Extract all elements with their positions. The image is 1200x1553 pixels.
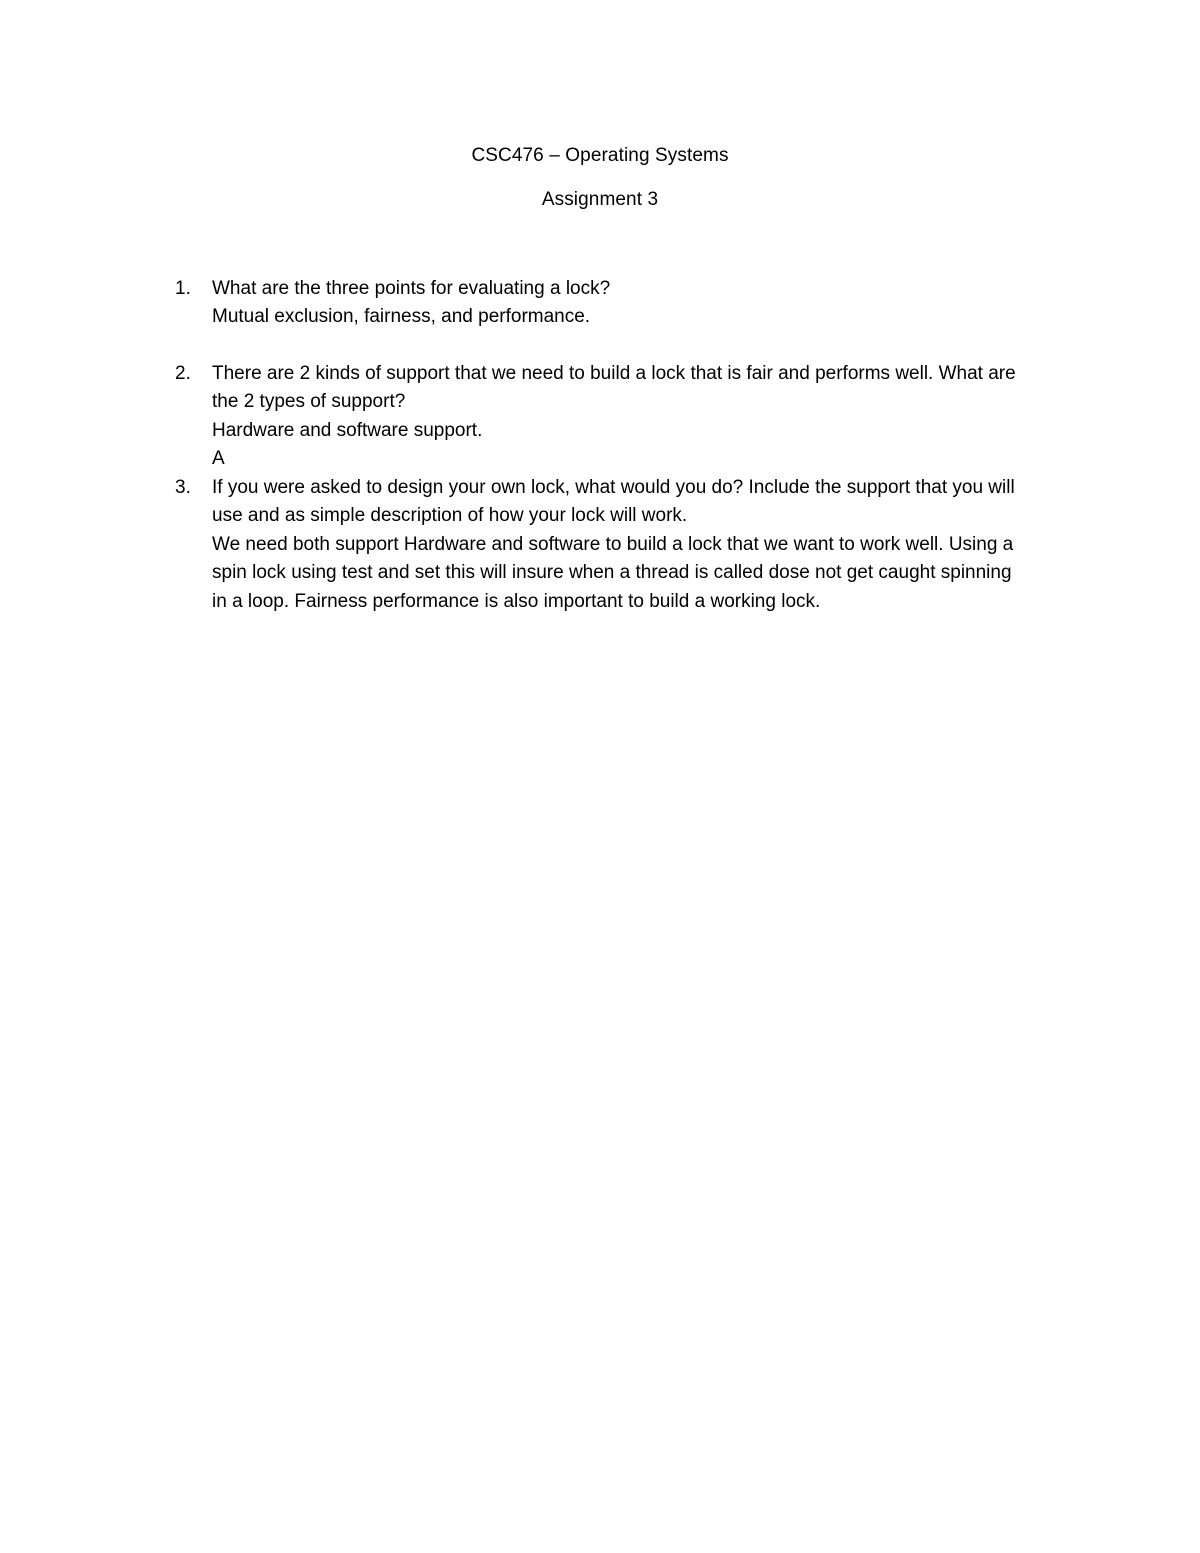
question-number: 2.	[175, 363, 191, 384]
question-text: What are the three points for evaluating a lock?	[212, 278, 611, 299]
question-item-2	[175, 360, 1072, 474]
assignment-title: Assignment 3	[541, 189, 659, 210]
answer-text-line: in a loop. Fairness performance is also important to build a working lock.	[212, 590, 821, 612]
question-item-1	[175, 275, 1072, 332]
answer-text-line: Hardware and software support.	[212, 419, 483, 441]
question-item-3	[175, 474, 1072, 616]
question-text-line: the 2 types of support?	[212, 391, 406, 413]
answer-text-line: A	[212, 448, 225, 470]
question-text-line: There are 2 kinds of support that we need to build a lock that is fair and performs well. What are	[212, 363, 1016, 384]
answer-text: Mutual exclusion, fairness, and performance.	[212, 306, 591, 328]
question-text-line: If you were asked to design your own lock, what would you do? Include the support that you will	[212, 477, 1015, 498]
course-title: CSC476 – Operating Systems	[471, 145, 729, 166]
answer-text-line: spin lock using test and set this will insure when a thread is called dose not get caught spinning	[212, 562, 1012, 584]
question-text-line: use and as simple description of how your lock will work.	[212, 505, 688, 527]
answer-text-line: We need both support Hardware and software to build a lock that we want to work well. Using a	[212, 533, 1014, 555]
question-number: 1.	[175, 278, 191, 299]
question-number: 3.	[175, 477, 191, 498]
